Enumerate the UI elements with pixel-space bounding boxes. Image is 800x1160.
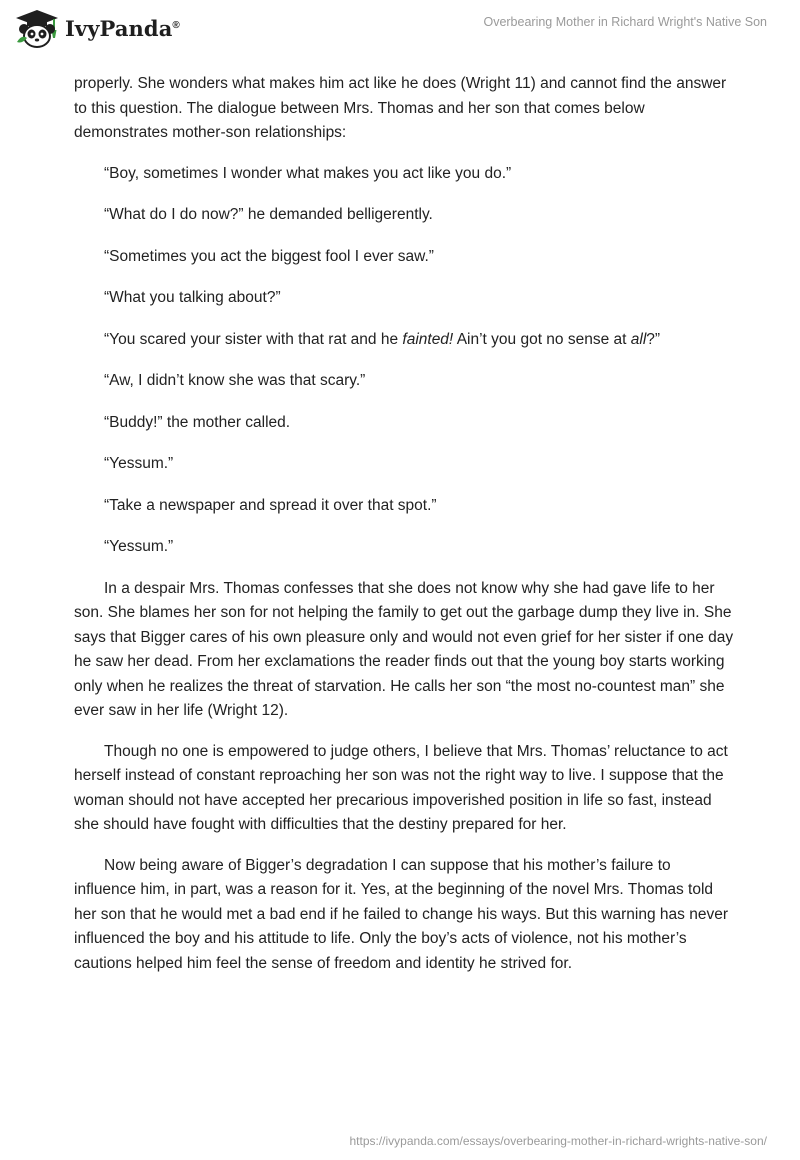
- registered-mark: ®: [172, 19, 180, 31]
- dialogue-line: “Aw, I didn’t know she was that scary.”: [104, 372, 366, 389]
- dialogue-line: “Yessum.”: [104, 538, 174, 555]
- body-paragraph: Though no one is empowered to judge others, I believe that Mrs. Thomas’ reluctance to act herself instead of constant reproaching her son was not the right way to live. I suppose that the woman should not have accepted her precarious impoverished position in life so fast, instead she should have fought with difficulties that the destiny prepared for her.: [74, 742, 728, 833]
- body-paragraph: In a despair Mrs. Thomas confesses that she does not know why she had gave life to her son. She blames her son for not helping the family to get out the garbage dump they live in. She says that Bigger cares of his own pleasure only and would not even grief for her sister if one day he saw her dead. From her exclamations the reader finds out that the young boy starts working only when he realizes the threat of starvation. He calls her son “the most no-countest man” she ever saw in her life (Wright 12).: [74, 579, 734, 719]
- essay-body: [74, 72, 734, 992]
- dialogue-text: ?”: [646, 330, 661, 348]
- logo-wordmark: IvyPanda®: [65, 15, 180, 41]
- dialogue-line: “What do I do now?” he demanded belligerently.: [104, 206, 433, 223]
- document-title: Overbearing Mother in Richard Wright's Native Son: [483, 15, 767, 29]
- dialogue-line: “Boy, sometimes I wonder what makes you act like you do.”: [104, 164, 512, 182]
- dialogue-line: “Yessum.”: [104, 455, 174, 472]
- dialogue-block: [74, 162, 734, 560]
- panda-graduate-icon: [14, 8, 60, 48]
- dialogue-text: Ain’t you got no sense at: [453, 330, 631, 348]
- source-url[interactable]: https://ivypanda.com/essays/overbearing-mother-in-richard-wrights-native-son/: [349, 1134, 767, 1148]
- emphasis-text: all: [630, 330, 647, 348]
- dialogue-line: “Sometimes you act the biggest fool I ever saw.”: [104, 247, 434, 265]
- dialogue-line: [74, 328, 734, 353]
- ivypanda-logo[interactable]: [14, 8, 180, 48]
- page-header: [0, 0, 800, 62]
- dialogue-text: “You scared your sister with that rat and he: [104, 330, 403, 348]
- emphasis-text: fainted!: [402, 330, 454, 348]
- dialogue-line: “What you talking about?”: [104, 289, 281, 306]
- intro-paragraph: properly. She wonders what makes him act like he does (Wright 11) and cannot find the answer to this question. The dialogue between Mrs. Thomas and her son that comes below demonstrates mother-son relationships:: [74, 75, 727, 141]
- body-paragraph: Now being aware of Bigger’s degradation I can suppose that his mother’s failure to influence him, in part, was a reason for it. Yes, at the beginning of the novel Mrs. Thomas told her son that he would met a bad end if he failed to change his ways. But this warning has never influenced the boy and his attitude to life. Only the boy’s acts of violence, not his mother’s cautions helped him feel the sense of freedom and identity he strived for.: [74, 856, 728, 972]
- dialogue-line: “Buddy!” the mother called.: [104, 413, 291, 431]
- dialogue-line: “Take a newspaper and spread it over that spot.”: [104, 496, 437, 514]
